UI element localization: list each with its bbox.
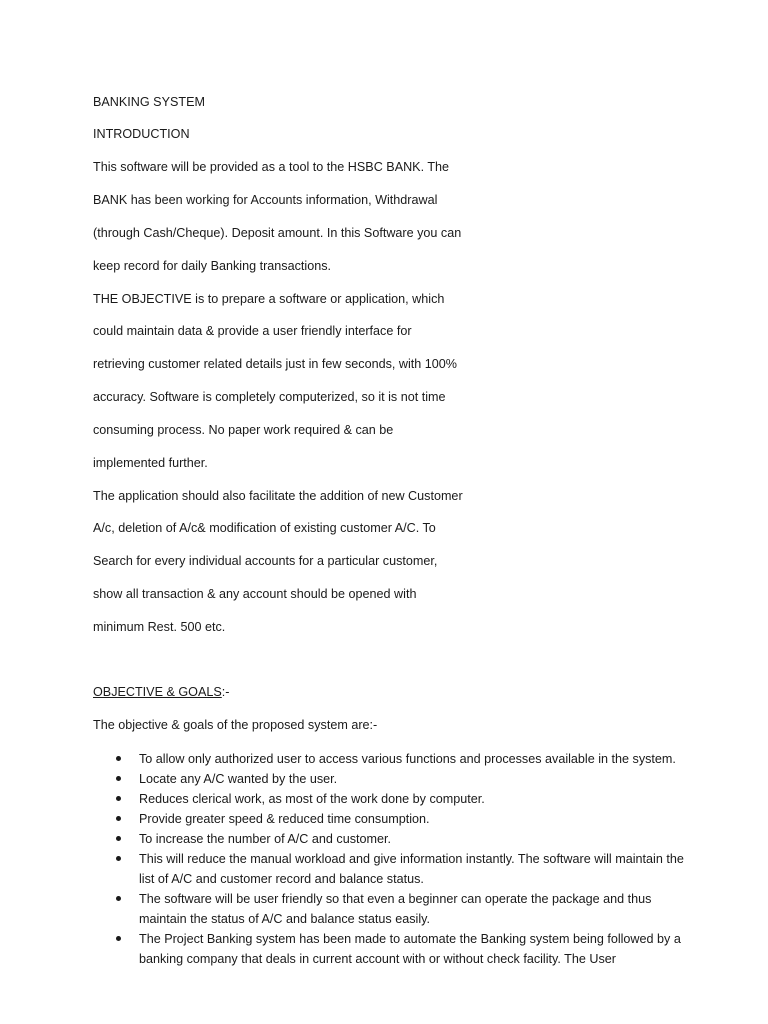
bullet-icon — [116, 836, 121, 841]
intro-line: minimum Rest. 500 etc. — [93, 620, 226, 634]
list-item-text: This will reduce the manual workload and give information instantly. The software will maintain the list of A/C and customer record and balance status. — [139, 852, 684, 886]
objective-heading-text: OBJECTIVE & GOALS — [93, 685, 222, 699]
list-item — [116, 769, 696, 789]
list-item-text: The Project Banking system has been made to automate the Banking system being followed by a banking company that deals in current account with or without check facility. The User — [139, 932, 681, 966]
intro-line: A/c, deletion of A/c& modification of existing customer A/C. To — [93, 521, 436, 535]
goals-list — [116, 749, 696, 969]
intro-line: Search for every individual accounts for a particular customer, — [93, 554, 438, 568]
intro-line: The application should also facilitate the addition of new Customer — [93, 489, 463, 503]
list-item — [116, 889, 696, 929]
bullet-icon — [116, 816, 121, 821]
bullet-icon — [116, 756, 121, 761]
list-item — [116, 929, 696, 969]
list-item-text: The software will be user friendly so that even a beginner can operate the package and thus maintain the status of A/C and balance status easily. — [139, 892, 652, 926]
intro-line: retrieving customer related details just in few seconds, with 100% — [93, 357, 457, 371]
intro-line: This software will be provided as a tool to the HSBC BANK. The — [93, 160, 450, 174]
intro-line: implemented further. — [93, 456, 208, 470]
bullet-icon — [116, 896, 121, 901]
intro-line: BANK has been working for Accounts information, Withdrawal — [93, 193, 438, 207]
list-item-text: Locate any A/C wanted by the user. — [139, 772, 338, 786]
objective-heading-suffix: :- — [221, 685, 230, 699]
intro-line: could maintain data & provide a user friendly interface for — [93, 324, 412, 338]
intro-line: THE OBJECTIVE is to prepare a software or application, which — [93, 292, 445, 306]
intro-line: show all transaction & any account should be opened with — [93, 587, 417, 601]
bullet-icon — [116, 936, 121, 941]
list-item-text: Reduces clerical work, as most of the work done by computer. — [139, 792, 485, 806]
list-item — [116, 789, 696, 809]
list-item — [116, 749, 696, 769]
intro-line: keep record for daily Banking transactions. — [93, 259, 332, 273]
introduction-heading: INTRODUCTION — [93, 127, 190, 141]
list-item — [116, 849, 696, 889]
list-item — [116, 829, 696, 849]
objective-intro: The objective & goals of the proposed system are:- — [93, 718, 378, 732]
intro-line: (through Cash/Cheque). Deposit amount. In this Software you can — [93, 226, 462, 240]
bullet-icon — [116, 776, 121, 781]
objective-heading — [93, 684, 229, 700]
bullet-icon — [116, 856, 121, 861]
list-item-text: Provide greater speed & reduced time consumption. — [139, 812, 430, 826]
document-title: BANKING SYSTEM — [93, 95, 205, 109]
list-item — [116, 809, 696, 829]
intro-line: accuracy. Software is completely computerized, so it is not time — [93, 390, 446, 404]
list-item-text: To allow only authorized user to access various functions and processes available in the system. — [139, 752, 676, 766]
list-item-text: To increase the number of A/C and customer. — [139, 832, 392, 846]
intro-line: consuming process. No paper work required & can be — [93, 423, 394, 437]
bullet-icon — [116, 796, 121, 801]
